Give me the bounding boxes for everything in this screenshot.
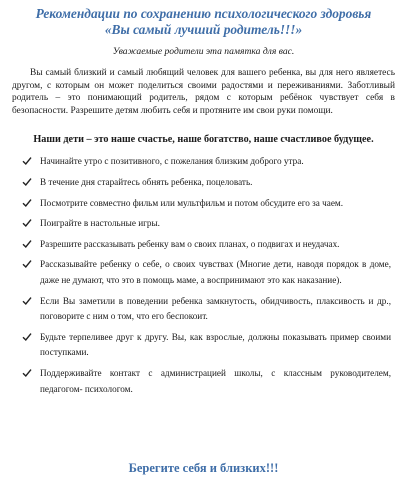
checkmark-icon [22, 156, 32, 166]
slogan: Наши дети – это наше счастье, наше богатство, наше счастливое будущее. [33, 134, 374, 146]
list-item [22, 294, 391, 325]
closing-line: Берегите себя и близких!!! [128, 461, 279, 475]
list-item [22, 237, 391, 253]
tips-list [10, 154, 397, 397]
checkmark-icon [22, 296, 32, 306]
checkmark-icon [22, 239, 32, 249]
document-title [10, 6, 397, 38]
list-item [22, 330, 391, 361]
tip-text: Разрешите рассказывать ребенку вам о своих планах, о подвигах и неудачах. [40, 238, 340, 249]
tip-text: Начинайте утро с позитивного, с пожелания близким доброго утра. [40, 156, 304, 167]
list-item [22, 216, 391, 232]
list-item [22, 154, 391, 170]
intro-paragraph: Вы самый близкий и самый любящий человек для вашего ребенка, вы для него являетесь другом, с которым он может поделиться своими радостями и переживаниями. Заботливый родитель – это понимающий родитель, рядом с которым ребёнок чувствует себя в безопасности. Разрешите детям любить себя и протяните им свои руки помощи. [12, 68, 395, 116]
tip-text: Если Вы заметили в поведении ребенка замкнутость, обидчивость, плаксивость и др., поговорите с ним о том, что его беспокоит. [40, 295, 391, 322]
list-item [22, 175, 391, 191]
checkmark-icon [22, 198, 32, 208]
checkmark-icon [22, 177, 32, 187]
list-item [22, 366, 391, 397]
list-item [22, 196, 391, 212]
checkmark-icon [22, 218, 32, 228]
tip-text: Поддерживайте контакт с администрацией школы, с классным руководителем, педагогом- психологом. [40, 367, 391, 394]
title-line-1: Рекомендации по сохранению психологического здоровья [35, 6, 372, 21]
tip-text: Посмотрите совместно фильм или мультфильм и потом обсудите его за чаем. [40, 197, 344, 208]
greeting: Уважаемые родители эта памятка для вас. [112, 46, 295, 57]
checkmark-icon [22, 259, 32, 269]
tip-text: Будьте терпеливее друг к другу. Вы, как взрослые, должны показывать пример своими поступками. [40, 331, 391, 358]
tip-text: В течение дня старайтесь обнять ребенка, поцеловать. [40, 176, 253, 187]
tip-text: Поиграйте в настольные игры. [40, 218, 160, 229]
title-line-2: «Вы самый лучший родитель!!!» [104, 22, 303, 37]
list-item [22, 257, 391, 288]
checkmark-icon [22, 368, 32, 378]
checkmark-icon [22, 332, 32, 342]
tip-text: Рассказывайте ребенку о себе, о своих чувствах (Многие дети, наводя порядок в доме, даже не думают, что это в помощь маме, а воспринимают это как наказание). [40, 259, 391, 285]
